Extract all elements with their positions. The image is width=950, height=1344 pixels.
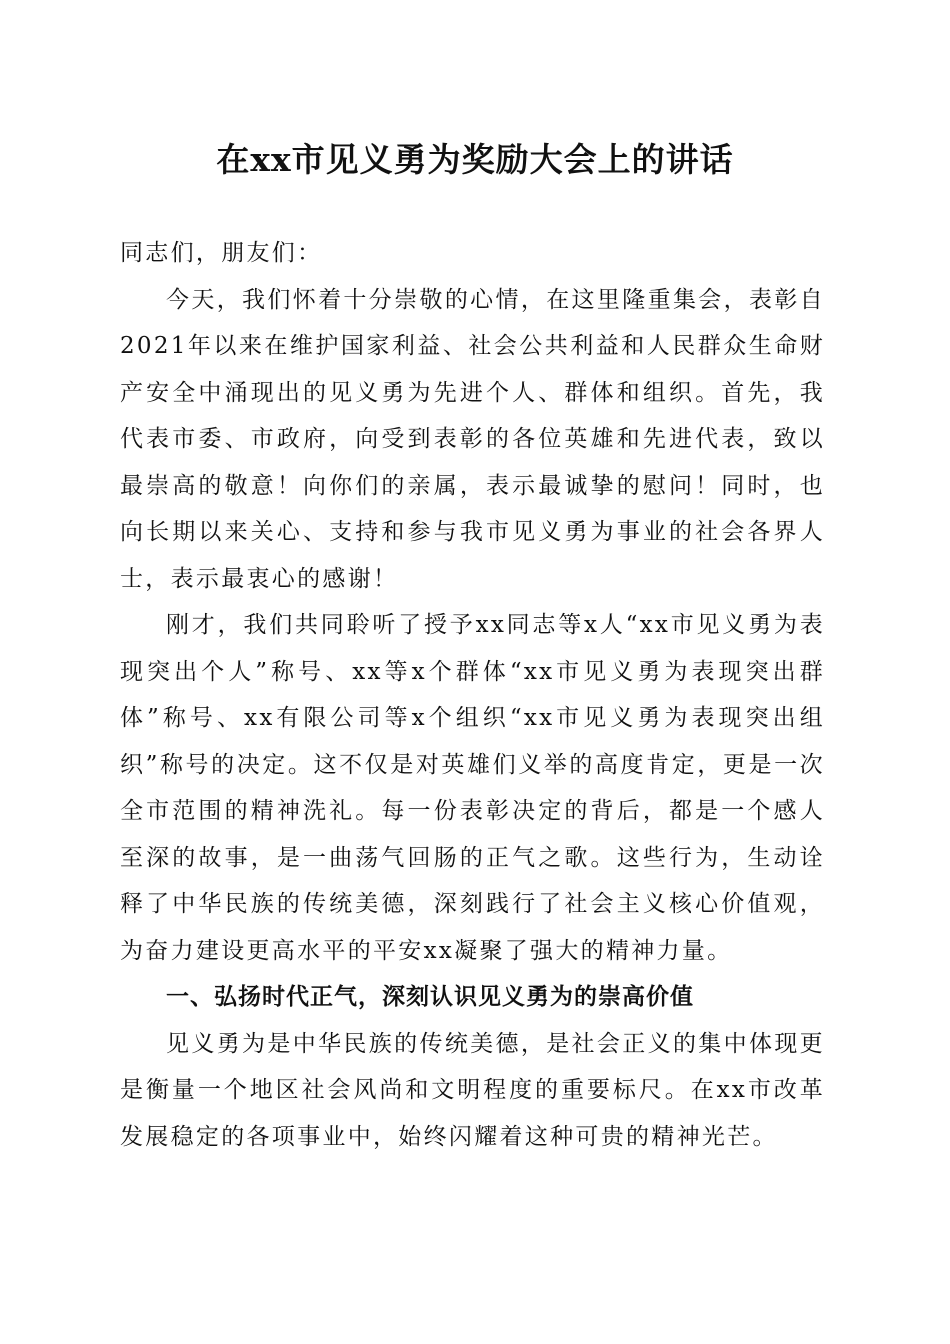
paragraph-decision: 刚才，我们共同聆听了授予xx同志等x人“xx市见义勇为表现突出个人”称号、xx等x个群体“xx市见义勇为表现突出群体”称号、xx有限公司等x个组织“xx市见义勇为表现突出组织”称号的决定。这不仅是对英雄们义举的高度肯定，更是一次全市范围的精神洗礼。每一份表彰决定的背后，都是一个感人至深的故事，是一曲荡气回肠的正气之歌。这些行为，生动诠释了中华民族的传统美德，深刻践行了社会主义核心价值观，为奋力建设更高水平的平安xx凝聚了强大的精神力量。 (120, 612, 825, 964)
paragraph-opening: 今天，我们怀着十分崇敬的心情，在这里隆重集会，表彰自2021年以来在维护国家利益、社会公共利益和人民群众生命财产安全中涌现出的见义勇为先进个人、群体和组织。首先，我代表市委、市政府，向受到表彰的各位英雄和先进代表，致以最崇高的敬意！向你们的亲属，表示最诚挚的慰问！同时，也向长期以来关心、支持和参与我市见义勇为事业的社会各界人士，表示最衷心的感谢！ (120, 286, 825, 592)
document-title: 在xx市见义勇为奖励大会上的讲话 (216, 140, 734, 179)
section-paragraph: 见义勇为是中华民族的传统美德，是社会正义的集中体现更是衡量一个地区社会风尚和文明程度的重要标尺。在xx市改革发展稳定的各项事业中，始终闪耀着这种可贵的精神光芒。 (120, 1030, 825, 1150)
salutation: 同志们，朋友们： (120, 240, 323, 266)
document-body (120, 230, 825, 1160)
section-heading: 一、弘扬时代正气，深刻认识见义勇为的崇高价值 (166, 984, 694, 1010)
